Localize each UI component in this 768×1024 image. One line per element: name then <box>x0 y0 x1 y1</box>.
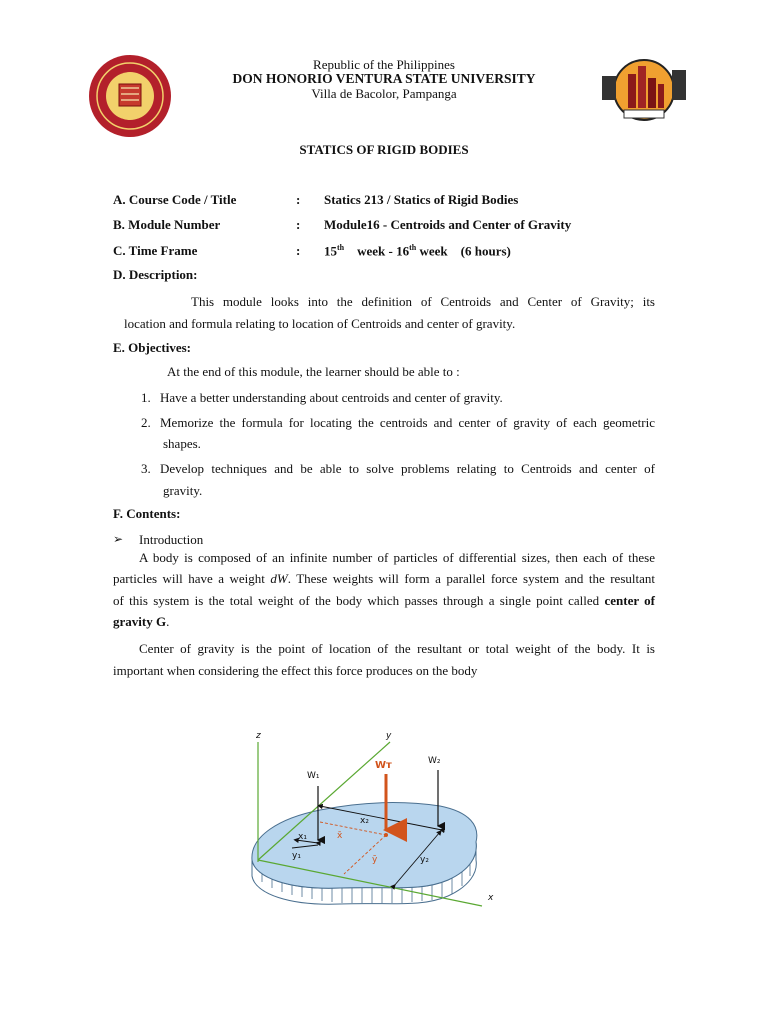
header-university: DON HONORIO VENTURA STATE UNIVERSITY <box>232 71 536 86</box>
w1-label: W₁ <box>307 771 320 781</box>
description-heading: D. Description: <box>113 267 198 282</box>
center-of-gravity-diagram <box>240 724 520 914</box>
time-colon: : <box>296 243 301 258</box>
y1-label: y₁ <box>292 851 301 861</box>
wt-label: Wᴛ <box>375 760 392 771</box>
time-label: C. Time Frame <box>113 243 198 258</box>
p1-line4: gravity G. <box>113 614 170 629</box>
objective-item-2: Memorize the formula for locating the centroids and center of gravity of each geometric <box>160 415 655 430</box>
ybar-label: ȳ <box>372 855 378 865</box>
x-axis-label: x <box>488 893 494 903</box>
time-value: 15th week - 16th week (6 hours) <box>324 243 511 259</box>
objectives-heading: E. Objectives: <box>113 340 191 355</box>
objective-item-3: Develop techniques and be able to solve problems relating to Centroids and center of <box>160 461 655 476</box>
page-title: STATICS OF RIGID BODIES <box>299 142 469 157</box>
p2-line2: important when considering the effect this force produces on the body <box>113 663 478 678</box>
objectives-intro: At the end of this module, the learner should be able to : <box>167 364 460 379</box>
y2-label: y₂ <box>420 855 429 865</box>
z-axis-label: z <box>256 731 261 741</box>
description-line2: location and formula relating to location of Centroids and center of gravity. <box>124 316 516 331</box>
objective-item-3-cont: gravity. <box>163 483 203 498</box>
center-of-gravity-point <box>384 833 388 837</box>
course-value: Statics 213 / Statics of Rigid Bodies <box>324 192 519 207</box>
module-label: B. Module Number <box>113 217 221 232</box>
objective-item-2-cont: shapes. <box>163 436 201 451</box>
bullet-introduction: Introduction <box>139 532 204 547</box>
contents-heading: F. Contents: <box>113 506 181 521</box>
xbar-label: x̄ <box>337 831 343 841</box>
course-label: A. Course Code / Title <box>113 192 237 207</box>
y-axis-label: y <box>386 731 392 741</box>
p1-line1: A body is composed of an infinite number of particles of differential sizes, then each of these <box>139 550 655 565</box>
header-address: Villa de Bacolor, Pampanga <box>311 86 457 101</box>
x2-label: x₂ <box>360 816 369 826</box>
objective-number-2: 2. <box>141 415 151 430</box>
header-republic: Republic of the Philippines <box>313 57 455 72</box>
w2-label: W₂ <box>428 756 441 766</box>
objective-number-3: 3. <box>141 461 151 476</box>
p1-line3: of this system is the total weight of the body which passes through a single point called center of <box>113 593 656 608</box>
p1-line2: particles will have a weight dW. These weights will form a parallel force system and the resultant <box>113 571 655 586</box>
p2-line1: Center of gravity is the point of location of the resultant or total weight of the body. It is <box>139 641 655 656</box>
objective-number-1: 1. <box>141 390 151 405</box>
course-colon: : <box>296 192 301 207</box>
module-colon: : <box>296 217 301 232</box>
module-value: Module16 - Centroids and Center of Gravity <box>324 217 572 232</box>
objective-item-1: Have a better understanding about centroids and center of gravity. <box>160 390 503 405</box>
description-line1: This module looks into the definition of Centroids and Center of Gravity; its <box>191 294 655 309</box>
bullet-arrow-icon: ➢ <box>113 532 124 546</box>
x1-label: x₁ <box>298 832 307 842</box>
